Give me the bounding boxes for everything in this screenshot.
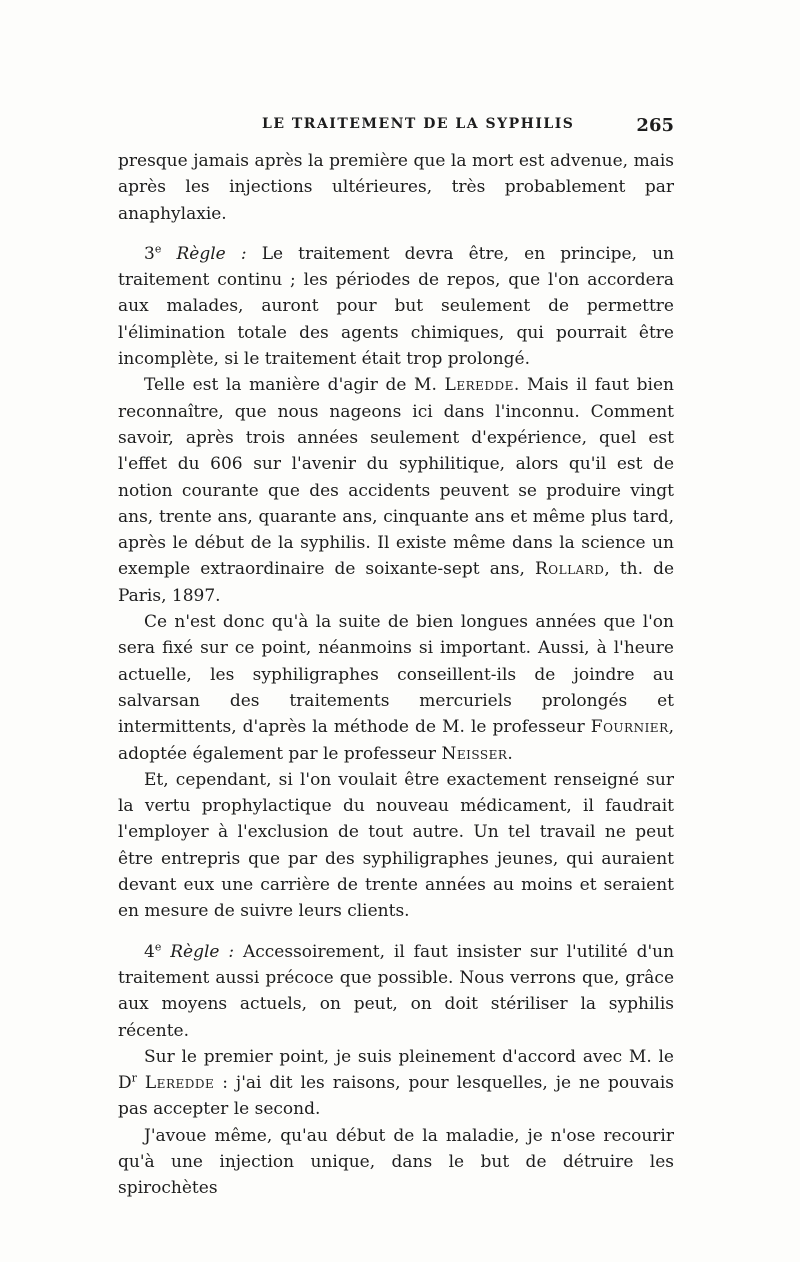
paragraph-vertu: Et, cependant, si l'on voulait être exactement renseigné sur la vertu prophylactique du nouveau médicament, il faudrait l'employer à l'exclusion de tout autre. Un tel travail ne peut être entrepris que par des syphiligraphes jeunes, qui auraient devant eux une carrière de trente années au moins et seraient en mesure de suivre leurs clients. [118, 769, 674, 922]
paragraph-leredde: Telle est la manière d'agir de M. Leredde. Mais il faut bien reconnaître, que nous nageons ici dans l'inconnu. Comment savoir, après trois années seulement d'expérience, quel est l'effet du 606 sur l'avenir du syphilitique, alors qu'il est de notion courante que des accidents peuvent se produire vingt ans, trente ans, quarante ans, cinquante ans et même plus tard, après le début de la syphilis. Il existe même dans la science un exemple extraordinaire de soixante-sept ans, Rollard, th. de Paris, 1897. [118, 375, 675, 606]
paragraph-injection: J'avoue même, qu'au début de la maladie, je n'ose recourir qu'à une injection unique, dans le but de détruire les spirochètes [118, 1125, 674, 1199]
paragraph-rule-3: 3e Règle : Le traitement devra être, en principe, un traitement continu ; les périodes de repos, que l'on accordera aux malades, auront pour but seulement de permettre l'élimination totale des agents chimiques, qui pourrait être incomplète, si le traitement était trop prolongé. [118, 242, 675, 370]
page-number: 265 [636, 115, 674, 136]
author-name: Leredde [144, 1073, 215, 1094]
author-name: Leredde [444, 375, 514, 396]
page-header [128, 116, 674, 140]
author-name: Rollard [534, 559, 605, 580]
paragraph-rule-4: 4e Règle : Accessoirement, il faut insister sur l'utilité d'un traitement aussi précoce que possible. Nous verrons que, grâce aux moyens actuels, on peut, on doit stériliser la syphilis récente. [118, 939, 675, 1041]
paragraph-1: presque jamais après la première que la mort est advenue, mais après les injections ultérieures, très probablement par anaphylaxie. [118, 151, 674, 224]
author-name: Neisser [441, 743, 508, 764]
paragraph-premier-point: Sur le premier point, je suis pleinement d'accord avec M. le $D^r$ Leredde : j'ai dit les raisons, pour lesquelles, je ne pouvais pas accepter le second. [118, 1046, 675, 1120]
paragraph-fournier: Ce n'est donc qu'à la suite de bien longues années que l'on sera fixé sur ce point, néanmoins si important. Aussi, à l'heure actuelle, les syphiligraphes conseillent-ils de joindre au salvarsan des traitements mercuriels prolongés et intermittents, d'après la méthode de M. le professeur Fournier, adoptée également par le professeur Neisser. [118, 612, 675, 764]
running-title: LE TRAITEMENT DE LA SYPHILIS [262, 116, 575, 132]
body-text [118, 148, 675, 1199]
author-name: Fournier [590, 717, 669, 738]
